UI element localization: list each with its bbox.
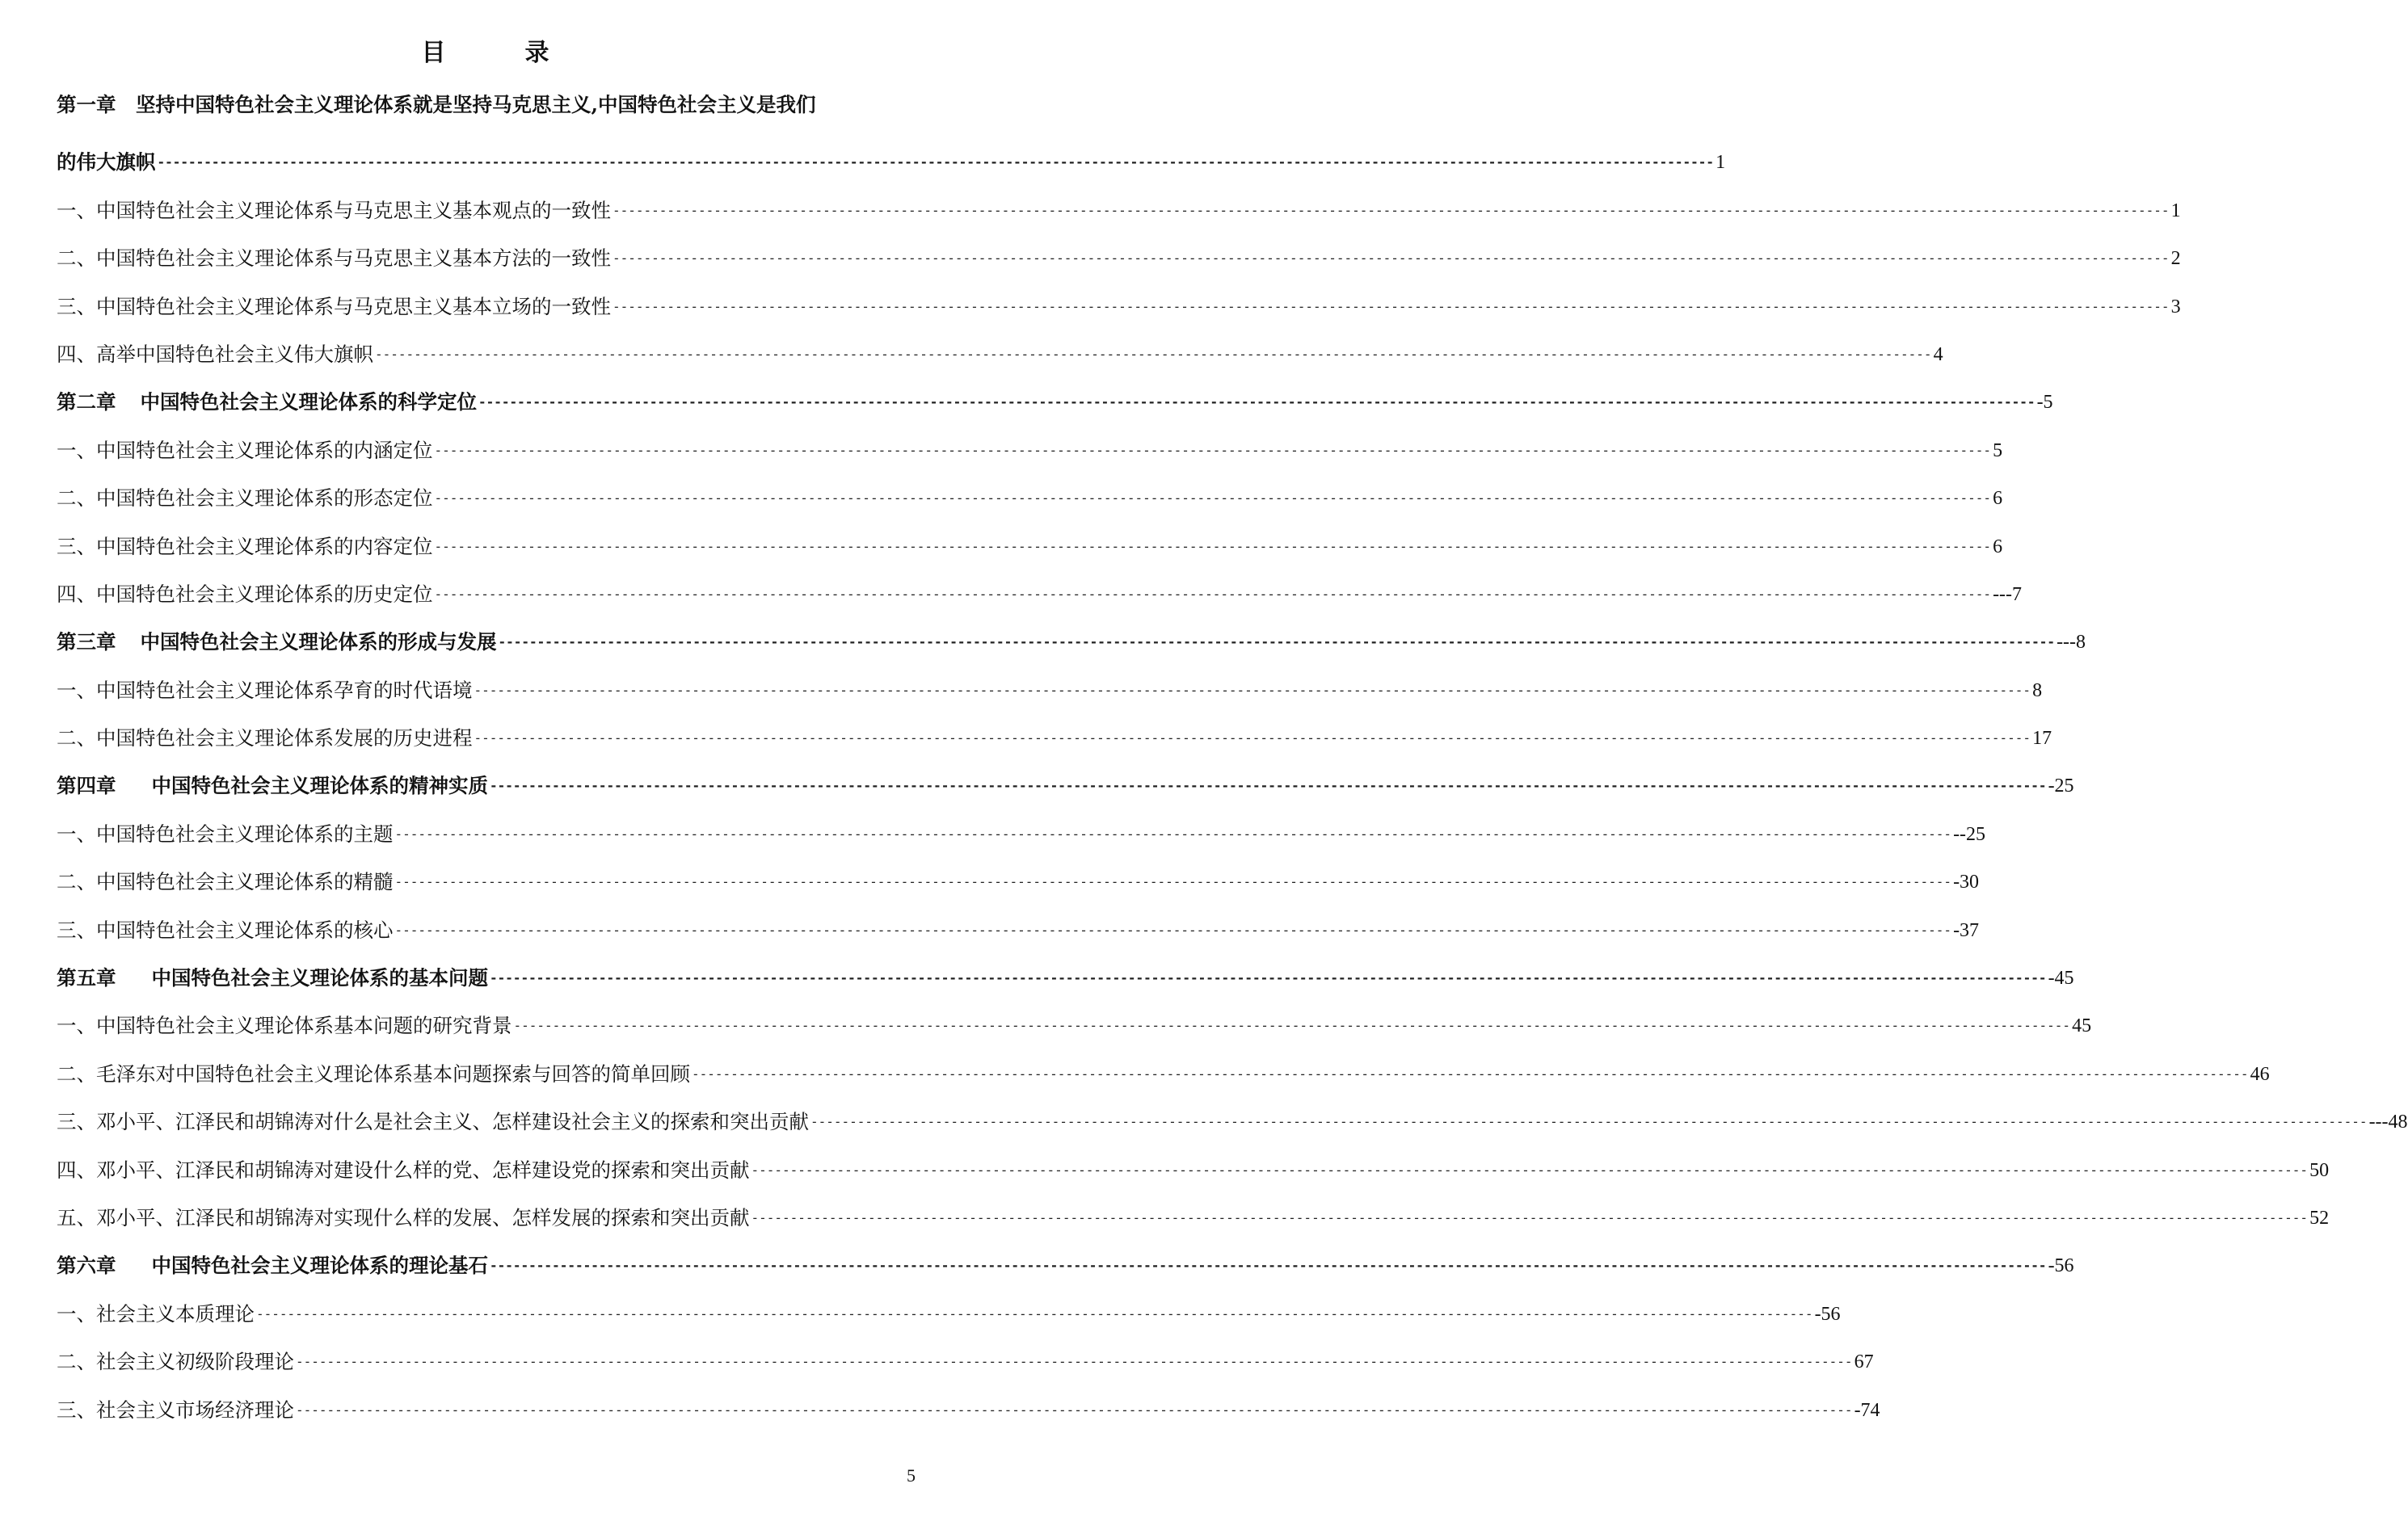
toc-page-number: ---7 <box>1993 583 2023 605</box>
toc-page-number: -5 <box>2036 392 2053 414</box>
toc-section-entry[interactable] <box>57 176 2181 224</box>
toc-page-number: -25 <box>2048 776 2074 797</box>
toc-entry-text: 三、邓小平、江泽民和胡锦涛对什么是社会主义、怎样建设社会主义的探索和突出贡献 <box>57 1110 809 1134</box>
dot-leader: -------------------------------------------------------------------------------------------------------------------------------------------------------------------------------------------------------- <box>478 394 2035 410</box>
dot-leader: -------------------------------------------------------------------------------------------------------------------------------------------------------------------------------------------------------- <box>394 826 1952 842</box>
toc-chapter-entry[interactable] <box>57 608 2086 656</box>
toc-chapter-entry[interactable] <box>57 752 2074 800</box>
dot-leader: -------------------------------------------------------------------------------------------------------------------------------------------------------------------------------------------------------- <box>434 490 1992 506</box>
toc-page-number: ---8 <box>2056 632 2086 654</box>
table-of-contents <box>57 81 2408 1424</box>
dot-leader: -------------------------------------------------------------------------------------------------------------------------------------------------------------------------------------------------------- <box>296 1402 1853 1418</box>
dot-leader: -------------------------------------------------------------------------------------------------------------------------------------------------------------------------------------------------------- <box>474 730 2031 746</box>
dot-leader: -------------------------------------------------------------------------------------------------------------------------------------------------------------------------------------------------------- <box>490 970 2047 986</box>
toc-section-entry[interactable] <box>57 272 2181 320</box>
toc-section-entry[interactable] <box>57 848 1980 896</box>
toc-entry-text <box>57 772 488 800</box>
toc-entry-text: 三、中国特色社会主义理论体系的内容定位 <box>57 534 433 558</box>
toc-entry-text <box>57 389 477 416</box>
dot-leader: -------------------------------------------------------------------------------------------------------------------------------------------------------------------------------------------------------- <box>613 202 2170 218</box>
toc-section-entry[interactable] <box>57 896 1980 944</box>
toc-entry-text: 一、社会主义本质理论 <box>57 1301 255 1326</box>
toc-section-entry[interactable] <box>57 704 2052 752</box>
dot-leader: -------------------------------------------------------------------------------------------------------------------------------------------------------------------------------------------------------- <box>256 1305 1813 1322</box>
toc-chapter-entry[interactable] <box>57 368 2053 416</box>
toc-page-number: 17 <box>2032 728 2052 750</box>
toc-entry-text: 第一章 坚持中国特色社会主义理论体系就是坚持马克思主义,中国特色社会主义是我们 <box>57 92 816 116</box>
toc-page-number: -30 <box>1953 872 1980 893</box>
chapter-label: 第二章 <box>57 390 116 414</box>
toc-chapter-entry[interactable] <box>57 944 2074 992</box>
toc-section-entry[interactable] <box>57 225 2181 272</box>
toc-page-number: 6 <box>1993 488 2003 510</box>
dot-leader: -------------------------------------------------------------------------------------------------------------------------------------------------------------------------------------------------------- <box>751 1209 2309 1225</box>
toc-section-entry[interactable] <box>57 1184 2330 1232</box>
toc-entry-text: 的伟大旗帜 <box>57 150 156 174</box>
chapter-title: 中国特色社会主义理论体系的精神实质 <box>151 774 488 798</box>
toc-page-number: -56 <box>1814 1303 1841 1325</box>
toc-entry-text: 四、中国特色社会主义理论体系的历史定位 <box>57 582 433 606</box>
toc-entry-text: 四、高举中国特色社会主义伟大旗帜 <box>57 342 373 366</box>
toc-title: 目 录 <box>421 39 577 67</box>
chapter-title: 中国特色社会主义理论体系的理论基石 <box>151 1254 488 1278</box>
toc-entry-text: 一、中国特色社会主义理论体系基本问题的研究背景 <box>57 1014 512 1038</box>
toc-entry-text: 二、中国特色社会主义理论体系发展的历史进程 <box>57 726 473 750</box>
toc-page-number: 5 <box>1993 439 2003 461</box>
chapter-label: 第六章 <box>57 1254 116 1278</box>
toc-page-number: 45 <box>2072 1015 2092 1037</box>
dot-leader: -------------------------------------------------------------------------------------------------------------------------------------------------------------------------------------------------------- <box>810 1114 2368 1130</box>
chapter-title: 中国特色社会主义理论体系的基本问题 <box>151 966 488 990</box>
dot-leader: -------------------------------------------------------------------------------------------------------------------------------------------------------------------------------------------------------- <box>613 250 2170 267</box>
toc-page-number: -74 <box>1854 1399 1880 1421</box>
dot-leader: -------------------------------------------------------------------------------------------------------------------------------------------------------------------------------------------------------- <box>474 682 2031 698</box>
toc-section-entry[interactable] <box>57 656 2043 704</box>
toc-entry-text: 二、中国特色社会主义理论体系的形态定位 <box>57 486 433 511</box>
toc-page-number: -56 <box>2048 1255 2074 1277</box>
toc-section-entry[interactable] <box>57 321 1943 368</box>
toc-entry-text <box>57 1252 488 1280</box>
toc-section-entry[interactable] <box>57 1280 1841 1327</box>
toc-entry-text: 一、中国特色社会主义理论体系孕育的时代语境 <box>57 678 473 702</box>
dot-leader: -------------------------------------------------------------------------------------------------------------------------------------------------------------------------------------------------------- <box>434 442 1992 458</box>
toc-section-entry[interactable] <box>57 512 2003 560</box>
dot-leader: -------------------------------------------------------------------------------------------------------------------------------------------------------------------------------------------------------- <box>394 922 1952 938</box>
toc-entry-text: 二、中国特色社会主义理论体系与马克思主义基本方法的一致性 <box>57 246 611 271</box>
toc-section-entry[interactable] <box>57 1088 2408 1136</box>
toc-page-number: ---48 <box>2368 1112 2408 1133</box>
chapter-label: 第三章 <box>57 630 116 654</box>
dot-leader: -------------------------------------------------------------------------------------------------------------------------------------------------------------------------------------------------------- <box>157 154 1715 170</box>
chapter-title: 中国特色社会主义理论体系的形成与发展 <box>140 630 497 654</box>
toc-entry-text: 五、邓小平、江泽民和胡锦涛对实现什么样的发展、怎样发展的探索和突出贡献 <box>57 1205 750 1229</box>
toc-page-number: 1 <box>1715 152 1726 174</box>
toc-entry-text: 三、社会主义市场经济理论 <box>57 1398 294 1422</box>
toc-entry-text: 一、中国特色社会主义理论体系与马克思主义基本观点的一致性 <box>57 198 611 222</box>
toc-entry-text: 三、中国特色社会主义理论体系与马克思主义基本立场的一致性 <box>57 294 611 318</box>
toc-entry-text: 四、邓小平、江泽民和胡锦涛对建设什么样的党、怎样建设党的探索和突出贡献 <box>57 1158 750 1182</box>
toc-entry-text: 一、中国特色社会主义理论体系的主题 <box>57 822 394 846</box>
toc-chapter-heading[interactable] <box>57 81 916 128</box>
toc-page-number: 46 <box>2250 1063 2270 1085</box>
toc-entry-text: 一、中国特色社会主义理论体系的内涵定位 <box>57 438 433 462</box>
dot-leader: -------------------------------------------------------------------------------------------------------------------------------------------------------------------------------------------------------- <box>394 874 1952 890</box>
toc-section-entry[interactable] <box>57 1328 1874 1376</box>
toc-page-number: -37 <box>1953 919 1980 941</box>
dot-leader: -------------------------------------------------------------------------------------------------------------------------------------------------------------------------------------------------------- <box>434 538 1992 554</box>
toc-chapter-entry[interactable] <box>57 128 1726 176</box>
dot-leader: -------------------------------------------------------------------------------------------------------------------------------------------------------------------------------------------------------- <box>375 346 1932 362</box>
dot-leader: -------------------------------------------------------------------------------------------------------------------------------------------------------------------------------------------------------- <box>751 1162 2309 1178</box>
toc-section-entry[interactable] <box>57 561 2023 608</box>
toc-page-number: 2 <box>2170 248 2181 270</box>
dot-leader: -------------------------------------------------------------------------------------------------------------------------------------------------------------------------------------------------------- <box>434 586 1992 602</box>
chapter-label: 第五章 <box>57 966 116 990</box>
chapter-title: 中国特色社会主义理论体系的科学定位 <box>140 390 477 414</box>
toc-page-number: 3 <box>2170 296 2181 317</box>
toc-section-entry[interactable] <box>57 1136 2330 1183</box>
toc-section-entry[interactable] <box>57 992 2092 1040</box>
toc-page-number: 67 <box>1854 1351 1874 1373</box>
toc-chapter-entry[interactable] <box>57 1232 2074 1280</box>
toc-page-number: 1 <box>2170 200 2181 221</box>
toc-entry-text: 二、毛泽东对中国特色社会主义理论体系基本问题探索与回答的简单回顾 <box>57 1061 690 1086</box>
toc-entry-text <box>57 965 488 992</box>
dot-leader: -------------------------------------------------------------------------------------------------------------------------------------------------------------------------------------------------------- <box>490 778 2047 794</box>
toc-page-number: -45 <box>2048 968 2074 990</box>
dot-leader: -------------------------------------------------------------------------------------------------------------------------------------------------------------------------------------------------------- <box>613 298 2170 314</box>
page-folio-number: 5 <box>907 1465 916 1486</box>
toc-section-entry[interactable] <box>57 416 2003 464</box>
toc-page-number: 52 <box>2309 1207 2330 1229</box>
toc-entry-text <box>57 628 497 656</box>
toc-section-entry[interactable] <box>57 800 1986 847</box>
toc-page-number: 6 <box>1993 536 2003 557</box>
toc-page-number: 50 <box>2309 1159 2330 1181</box>
dot-leader: -------------------------------------------------------------------------------------------------------------------------------------------------------------------------------------------------------- <box>296 1354 1853 1370</box>
toc-entry-text: 三、中国特色社会主义理论体系的核心 <box>57 918 394 942</box>
toc-entry-text: 二、社会主义初级阶段理论 <box>57 1350 294 1374</box>
dot-leader: -------------------------------------------------------------------------------------------------------------------------------------------------------------------------------------------------------- <box>490 1258 2047 1274</box>
toc-section-entry[interactable] <box>57 1040 2270 1087</box>
toc-page-number: --25 <box>1953 823 1986 845</box>
dot-leader: -------------------------------------------------------------------------------------------------------------------------------------------------------------------------------------------------------- <box>498 634 2056 650</box>
dot-leader: -------------------------------------------------------------------------------------------------------------------------------------------------------------------------------------------------------- <box>692 1066 2249 1082</box>
toc-page-number: 8 <box>2032 679 2043 701</box>
toc-section-entry[interactable] <box>57 1376 1880 1423</box>
toc-page-number: 4 <box>1933 343 1943 365</box>
toc-section-entry[interactable] <box>57 464 2003 512</box>
chapter-label: 第四章 <box>57 774 116 798</box>
toc-entry-text: 二、中国特色社会主义理论体系的精髓 <box>57 870 394 894</box>
dot-leader: -------------------------------------------------------------------------------------------------------------------------------------------------------------------------------------------------------- <box>513 1018 2071 1034</box>
